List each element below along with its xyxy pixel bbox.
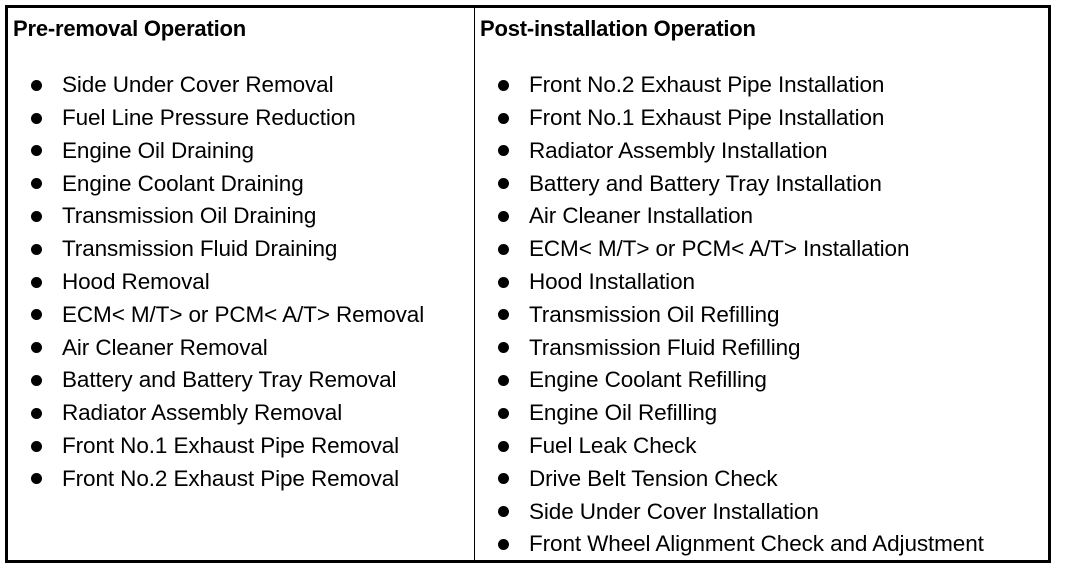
bullet-icon	[498, 113, 509, 124]
bullet-icon	[498, 506, 509, 517]
bullet-icon	[31, 244, 42, 255]
bullet-icon	[498, 342, 509, 353]
list-item	[8, 299, 474, 332]
list-item-text: Engine Oil Refilling	[529, 400, 718, 426]
bullet-icon	[498, 178, 509, 189]
post-installation-column	[475, 8, 1048, 560]
list-item-text: Fuel Leak Check	[529, 432, 697, 458]
list-item	[475, 528, 1048, 561]
pre-removal-list	[8, 69, 474, 495]
bullet-icon	[31, 408, 42, 419]
list-item-text: Front Wheel Alignment Check and Adjustment	[529, 531, 984, 557]
list-item-text: ECM< M/T> or PCM< A/T> Removal	[62, 301, 425, 327]
bullet-icon	[498, 473, 509, 484]
list-item-text: Transmission Fluid Refilling	[529, 334, 801, 360]
bullet-icon	[498, 211, 509, 222]
bullet-icon	[31, 342, 42, 353]
list-item-text: Drive Belt Tension Check	[529, 465, 778, 491]
list-item-text: Battery and Battery Tray Removal	[62, 367, 397, 393]
list-item	[8, 430, 474, 463]
list-item-text: Transmission Oil Draining	[62, 203, 317, 229]
bullet-icon	[31, 441, 42, 452]
list-item-text: Battery and Battery Tray Installation	[529, 170, 882, 196]
bullet-icon	[31, 113, 42, 124]
list-item-text: Engine Coolant Draining	[62, 170, 304, 196]
list-item-text: Side Under Cover Removal	[62, 72, 334, 98]
list-item	[475, 331, 1048, 364]
bullet-icon	[498, 408, 509, 419]
bullet-icon	[31, 211, 42, 222]
list-item	[475, 495, 1048, 528]
list-item-text: Engine Oil Draining	[62, 137, 254, 163]
list-item	[475, 135, 1048, 168]
bullet-icon	[31, 80, 42, 91]
list-item	[8, 135, 474, 168]
list-item-text: Engine Coolant Refilling	[529, 367, 767, 393]
list-item-text: Transmission Fluid Draining	[62, 236, 338, 262]
list-item-text: Air Cleaner Removal	[62, 334, 268, 360]
list-item-text: ECM< M/T> or PCM< A/T> Installation	[529, 236, 910, 262]
list-item	[475, 463, 1048, 496]
list-item-text: Radiator Assembly Installation	[529, 137, 828, 163]
list-item-text: Front No.1 Exhaust Pipe Removal	[62, 432, 400, 458]
bullet-icon	[31, 277, 42, 288]
list-item	[475, 299, 1048, 332]
bullet-icon	[31, 309, 42, 320]
bullet-icon	[498, 309, 509, 320]
bullet-icon	[498, 375, 509, 386]
list-item	[8, 167, 474, 200]
bullet-icon	[31, 178, 42, 189]
list-item	[8, 200, 474, 233]
bullet-icon	[31, 473, 42, 484]
list-item-text: Hood Removal	[62, 268, 210, 294]
list-item	[475, 266, 1048, 299]
post-installation-list	[475, 69, 1048, 561]
operations-table	[5, 5, 1051, 563]
list-item	[8, 397, 474, 430]
bullet-icon	[498, 244, 509, 255]
list-item	[475, 233, 1048, 266]
pre-removal-column	[8, 8, 475, 560]
list-item	[475, 430, 1048, 463]
pre-removal-header: Pre-removal Operation	[13, 16, 246, 41]
list-item-text: Transmission Oil Refilling	[529, 301, 780, 327]
list-item	[475, 167, 1048, 200]
list-item-text: Fuel Line Pressure Reduction	[62, 104, 356, 130]
bullet-icon	[498, 441, 509, 452]
list-item	[475, 397, 1048, 430]
list-item	[8, 69, 474, 102]
list-item	[8, 463, 474, 496]
list-item	[8, 233, 474, 266]
list-item-text: Radiator Assembly Removal	[62, 400, 343, 426]
list-item-text: Front No.1 Exhaust Pipe Installation	[529, 104, 885, 130]
list-item	[8, 331, 474, 364]
list-item	[475, 69, 1048, 102]
bullet-icon	[498, 145, 509, 156]
bullet-icon	[498, 277, 509, 288]
post-installation-header: Post-installation Operation	[480, 16, 756, 41]
list-item-text: Front No.2 Exhaust Pipe Removal	[62, 465, 400, 491]
list-item-text: Front No.2 Exhaust Pipe Installation	[529, 72, 885, 98]
list-item	[475, 364, 1048, 397]
list-item	[475, 102, 1048, 135]
list-item	[8, 266, 474, 299]
list-item	[8, 102, 474, 135]
list-item-text: Air Cleaner Installation	[529, 203, 753, 229]
bullet-icon	[31, 375, 42, 386]
bullet-icon	[498, 539, 509, 550]
bullet-icon	[498, 80, 509, 91]
list-item-text: Hood Installation	[529, 268, 695, 294]
list-item-text: Side Under Cover Installation	[529, 498, 819, 524]
list-item	[8, 364, 474, 397]
bullet-icon	[31, 145, 42, 156]
list-item	[475, 200, 1048, 233]
